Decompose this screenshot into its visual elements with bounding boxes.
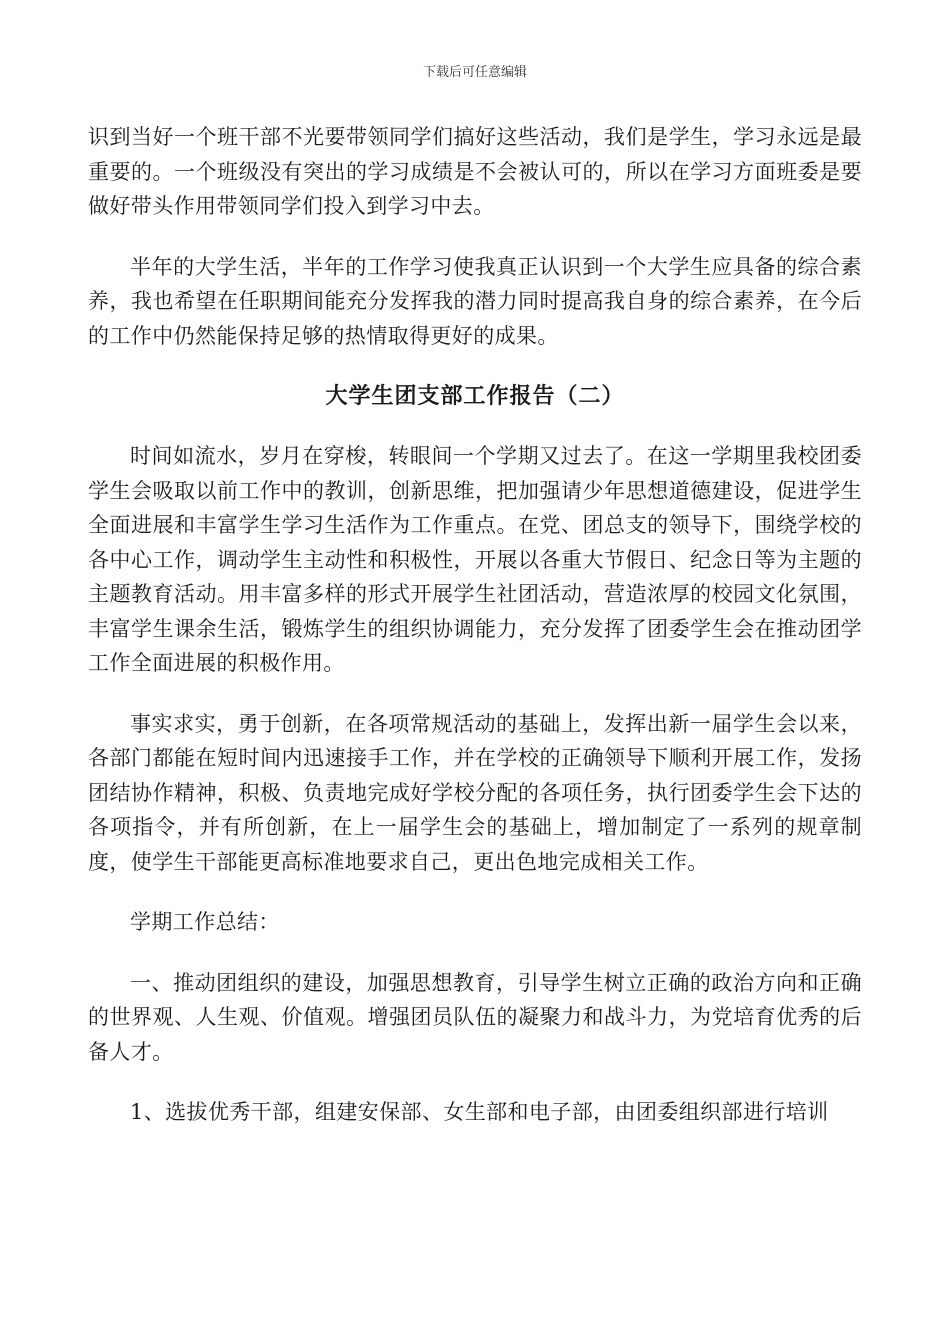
page-header-note: 下载后可任意编辑 — [422, 65, 527, 80]
paragraph-summary-heading: 学期工作总结： — [130, 910, 280, 934]
paragraph-half-year-summary: 半年的大学生活，半年的工作学习使我真正认识到一个大学生应具备的综合素养，我也希望在任职期间能充分发挥我的潜力同时提高我自身的综合素养，在今后的工作中仍然能保持足够的热情取得更好的成果。 — [88, 254, 862, 348]
paragraph-continuation: 识到当好一个班干部不光要带领同学们搞好这些活动，我们是学生，学习永远是最重要的。一个班级没有突出的学习成绩是不会被认可的，所以在学习方面班委是要做好带头作用带领同学们投入到学习中去。 — [88, 125, 862, 218]
paragraph-innovation: 事实求实，勇于创新，在各项常规活动的基础上，发挥出新一届学生会以来，各部门都能在短时间内迅速接手工作，并在学校的正确领导下顺利开展工作，发扬团结协作精神，积极、负责地完成好学校分配的各项任务，执行团委学生会下达的各项指令，并有所创新，在上一届学生会的基础上，增加制定了一系列的规章制度，使学生干部能更高标准地要求自己，更出色地完成相关工作。 — [88, 711, 862, 874]
paragraph-semester-intro: 时间如流水，岁月在穿梭，转眼间一个学期又过去了。在这一学期里我校团委学生会吸取以前工作中的教训，创新思维，把加强请少年思想道德建设，促进学生全面进展和丰富学生学习生活作为工作重点。在党、团总支的领导下，围绕学校的各中心工作，调动学生主动性和积极性，开展以各重大节假日、纪念日等为主题的主题教育活动。用丰富多样的形式开展学生社团活动，营造浓厚的校园文化氛围，丰富学生课余生活，锻炼学生的组织协调能力，充分发挥了团委学生会在推动团学工作全面进展的积极作用。 — [88, 444, 862, 675]
report-title: 大学生团支部工作报告（二） — [325, 383, 625, 409]
document-body — [88, 120, 862, 1130]
paragraph-section-one: 一、推动团组织的建设，加强思想教育，引导学生树立正确的政治方向和正确的世界观、人生观、价值观。增强团员队伍的凝聚力和战斗力，为党培育优秀的后备人才。 — [88, 970, 862, 1064]
paragraph-item-one: 1、选拔优秀干部，组建安保部、女生部和电子部，由团委组织部进行培训 — [130, 1100, 829, 1124]
